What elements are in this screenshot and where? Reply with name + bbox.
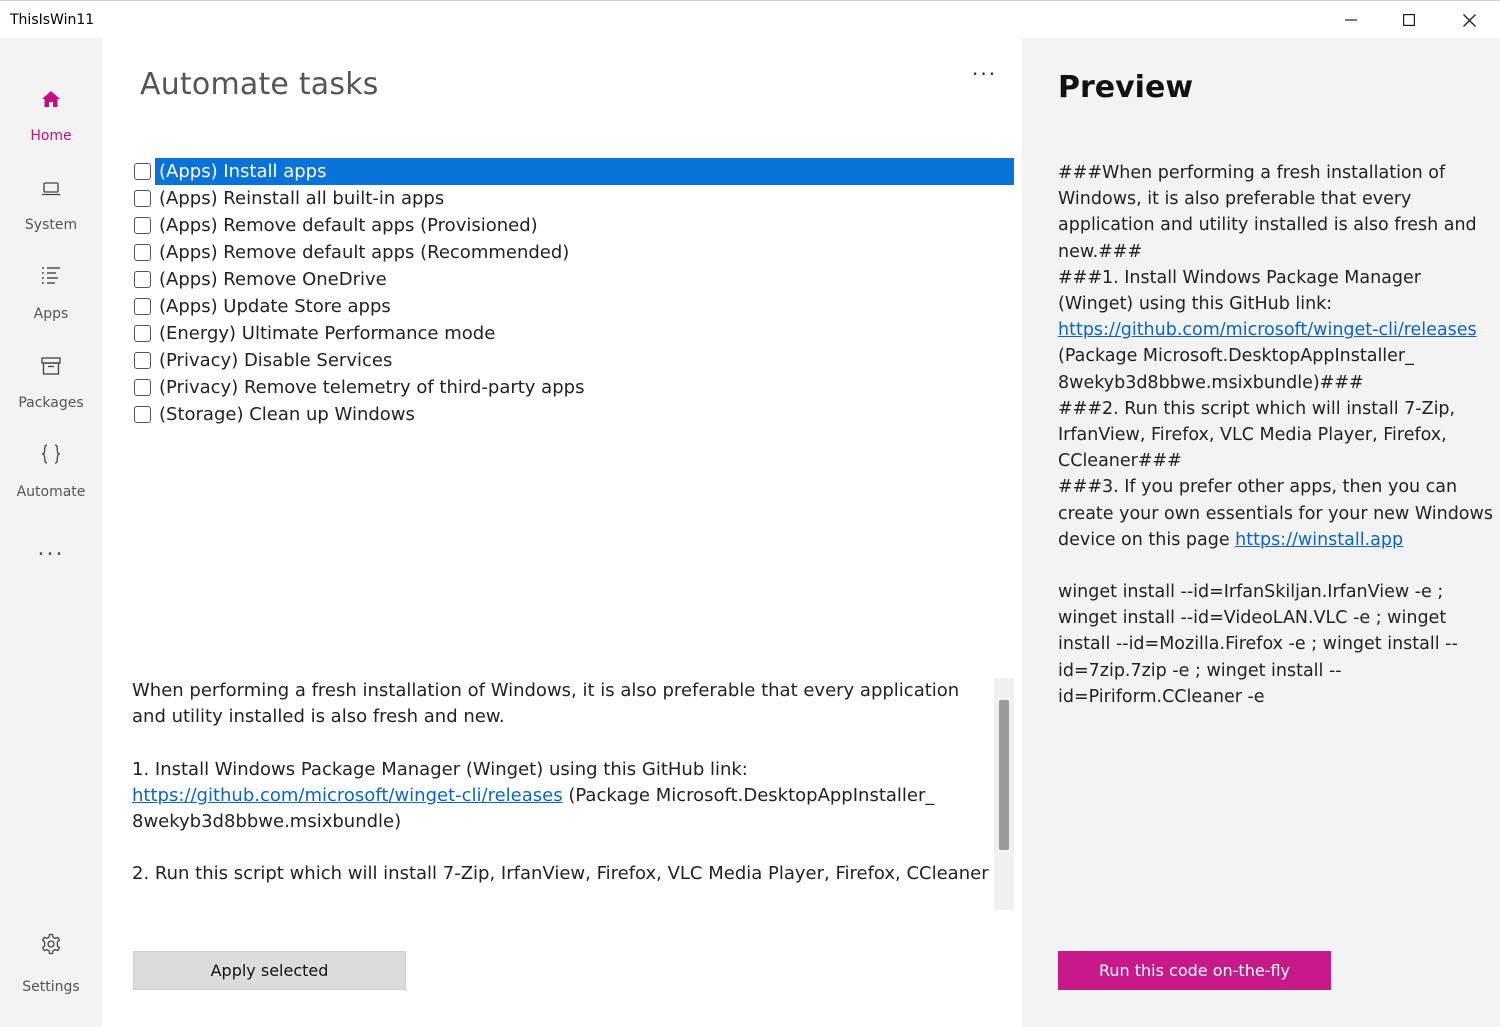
task-description [132, 678, 992, 910]
task-label[interactable]: (Apps) Remove default apps (Provisioned) [159, 215, 538, 236]
description-step1 [132, 757, 992, 836]
main-panel [102, 38, 1022, 1027]
preview-line-4 [1058, 474, 1494, 553]
task-item[interactable] [132, 374, 1014, 401]
task-checkbox[interactable] [134, 217, 151, 234]
apply-selected-button[interactable]: Apply selected [133, 951, 406, 990]
task-item[interactable] [132, 266, 1014, 293]
sidebar-more-button[interactable]: ... [37, 536, 65, 561]
task-checkbox[interactable] [134, 406, 151, 423]
preview-line-2-suffix: (Package Microsoft.DesktopAppInstaller_ 8wekyb3d8bbwe.msixbundle)### [1058, 346, 1414, 393]
description-step2: 2. Run this script which will install 7-Zip, IrfanView, Firefox, VLC Media Player, Firefox, CCleaner [132, 863, 989, 885]
task-item[interactable] [132, 401, 1014, 428]
winget-link[interactable]: https://github.com/microsoft/winget-cli/releases [132, 784, 563, 806]
task-item[interactable] [132, 185, 1014, 212]
task-label[interactable]: (Energy) Ultimate Performance mode [159, 323, 496, 344]
list-icon [41, 246, 61, 286]
task-list [132, 158, 1014, 428]
task-label[interactable]: (Privacy) Remove telemetry of third-party apps [159, 377, 585, 398]
task-item[interactable] [132, 239, 1014, 266]
preview-line-2: ###1. Install Windows Package Manager (Winget) using this GitHub link: [1058, 267, 1421, 315]
task-label[interactable]: (Storage) Clean up Windows [159, 404, 415, 425]
step1-suffix: (Package Microsoft.DesktopAppInstaller_ 8wekyb3d8bbwe.msixbundle) [132, 784, 935, 833]
more-options-button[interactable]: ... [972, 56, 998, 80]
task-label[interactable]: (Apps) Reinstall all built-in apps [159, 188, 445, 209]
preview-line-4-text: ###3. If you prefer other apps, then you can create your own essentials for your new Windows device on this page [1058, 477, 1493, 550]
home-icon [41, 68, 61, 108]
settings-button[interactable] [0, 933, 102, 995]
task-checkbox[interactable] [134, 325, 151, 342]
minimize-button[interactable] [1322, 1, 1380, 39]
task-label[interactable]: (Apps) Remove OneDrive [159, 269, 387, 290]
title-bar [0, 0, 1500, 38]
task-checkbox[interactable] [134, 163, 151, 180]
sidebar-item-label: System [24, 217, 78, 233]
task-label[interactable]: (Apps) Update Store apps [159, 296, 391, 317]
sidebar-item-home[interactable] [0, 68, 102, 148]
task-item[interactable] [132, 320, 1014, 347]
description-intro: When performing a fresh installation of Windows, it is also preferable that every application and utility installed is also fresh and new. [132, 680, 960, 728]
preview-pane [1022, 38, 1500, 1027]
task-item[interactable] [132, 158, 1014, 185]
task-checkbox[interactable] [134, 271, 151, 288]
preview-code[interactable] [1058, 160, 1494, 710]
sidebar-item-label: Automate [16, 484, 86, 500]
preview-winget-code: winget install --id=IrfanSkiljan.IrfanView -e ; winget install --id=VideoLAN.VLC -e ; winget install --id=Mozilla.Firefox -e ; winget install --id=7zip.7zip -e ; winget install --id=Piriform.CCleaner -e [1058, 582, 1458, 707]
laptop-icon [41, 157, 61, 197]
preview-line-1: ###When performing a fresh installation of Windows, it is also preferable that every application and utility installed is also fresh and new.### [1058, 163, 1477, 262]
task-checkbox[interactable] [134, 190, 151, 207]
sidebar-item-label: Packages [18, 395, 84, 411]
step1-text: 1. Install Windows Package Manager (Winget) using this GitHub link: [132, 758, 748, 780]
scrollbar-thumb[interactable] [999, 700, 1009, 850]
maximize-button[interactable] [1380, 1, 1438, 39]
preview-line-3: ###2. Run this script which will install 7-Zip, IrfanView, Firefox, VLC Media Player, Firefox, CCleaner### [1058, 398, 1456, 472]
run-code-button[interactable]: Run this code on-the-fly [1058, 951, 1331, 990]
close-icon [1463, 14, 1476, 27]
app-title: ThisIsWin11 [10, 12, 95, 28]
winstall-link[interactable]: https://winstall.app [1235, 529, 1404, 550]
task-checkbox[interactable] [134, 352, 151, 369]
minimize-icon [1345, 14, 1357, 26]
gear-icon [40, 933, 62, 955]
task-item[interactable] [132, 347, 1014, 374]
package-icon [41, 335, 61, 375]
braces-icon [41, 424, 61, 464]
sidebar-item-packages[interactable] [0, 335, 102, 415]
description-scrollbar[interactable] [994, 678, 1014, 910]
settings-label: Settings [22, 979, 80, 995]
sidebar-item-label: Apps [33, 306, 69, 322]
page-title: Automate tasks [140, 67, 379, 102]
maximize-icon [1403, 14, 1415, 26]
sidebar-item-system[interactable] [0, 157, 102, 237]
task-checkbox[interactable] [134, 379, 151, 396]
task-checkbox[interactable] [134, 298, 151, 315]
task-item[interactable] [132, 212, 1014, 239]
preview-winget-link[interactable]: https://github.com/microsoft/winget-cli/releases [1058, 320, 1477, 341]
task-checkbox[interactable] [134, 244, 151, 261]
task-label[interactable]: (Privacy) Disable Services [159, 350, 393, 371]
sidebar [0, 38, 102, 1027]
sidebar-item-label: Home [30, 128, 72, 144]
preview-title: Preview [1058, 70, 1194, 105]
sidebar-item-apps[interactable] [0, 246, 102, 326]
sidebar-item-automate[interactable] [0, 424, 102, 504]
task-label[interactable]: (Apps) Remove default apps (Recommended) [159, 242, 570, 263]
task-item[interactable] [132, 293, 1014, 320]
task-label[interactable]: (Apps) Install apps [155, 158, 1014, 185]
close-button[interactable] [1440, 1, 1498, 39]
